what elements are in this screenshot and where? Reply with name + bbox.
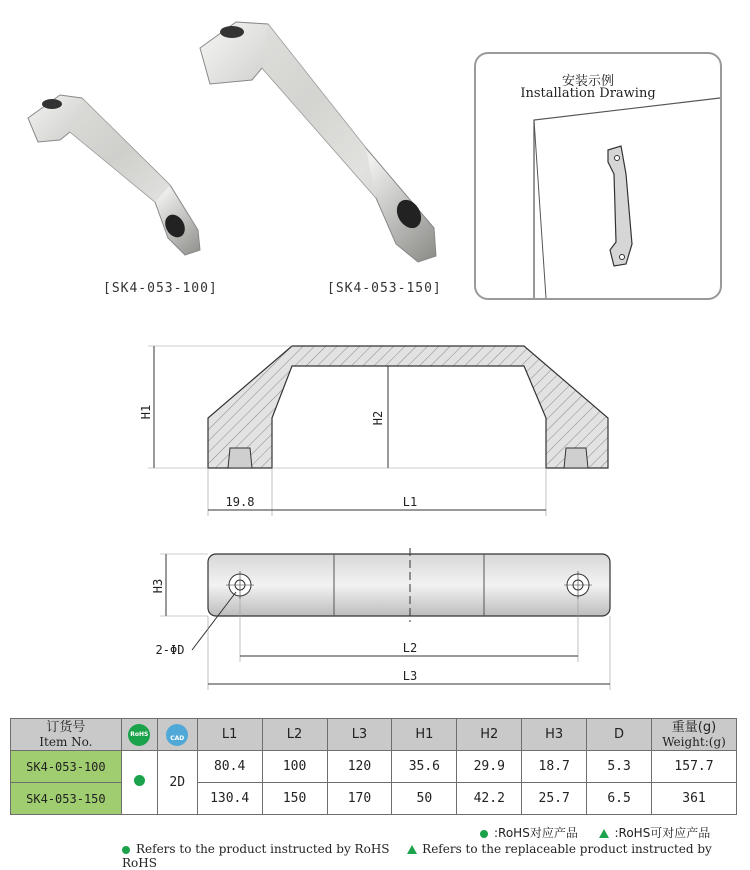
installation-illustration (476, 54, 720, 298)
rohs-dot-icon (122, 846, 130, 854)
installation-drawing-panel (474, 52, 722, 300)
cell-l1: 130.4 (197, 783, 262, 815)
cell-l2: 150 (262, 783, 327, 815)
rohs-triangle-icon (599, 829, 609, 838)
dim-h3-label: H3 (151, 578, 165, 594)
rohs-dot-icon (480, 830, 488, 838)
cell-weight: 361 (652, 783, 737, 815)
dim-h1-label: H1 (139, 404, 153, 420)
side-section-drawing (130, 338, 630, 518)
header-h2: H2 (457, 719, 522, 751)
rohs-dot-icon (134, 775, 145, 786)
table-row (11, 751, 737, 783)
row-item-no: SK4-053-150 (11, 783, 122, 815)
header-l1: L1 (197, 719, 262, 751)
installation-title-cn: 安装示例 (561, 74, 614, 89)
spec-table (10, 718, 737, 815)
header-d: D (587, 719, 652, 751)
cad-file-icon: CAD (166, 724, 188, 746)
cad-cell: 2D (157, 751, 197, 815)
dim-h2-label: H2 (371, 410, 385, 426)
cell-h2: 42.2 (457, 783, 522, 815)
installation-title-en: Installation Drawing (520, 86, 656, 101)
cell-h3: 25.7 (522, 783, 587, 815)
header-item-no: 订货号 Item No. (11, 719, 122, 751)
cell-l2: 100 (262, 751, 327, 783)
product-caption-100: [SK4-053-100] (103, 281, 218, 296)
cell-l3: 170 (327, 783, 392, 815)
header-cad (157, 719, 197, 751)
header-h1: H1 (392, 719, 457, 751)
table-row (11, 783, 737, 815)
cell-h1: 50 (392, 783, 457, 815)
cell-l3: 120 (327, 751, 392, 783)
top-view-drawing (130, 540, 630, 700)
header-l2: L2 (262, 719, 327, 751)
product-photo-100 (20, 90, 210, 270)
cell-l1: 80.4 (197, 751, 262, 783)
dim-l3-label: L3 (402, 669, 418, 683)
rohs-cell (121, 751, 157, 815)
cell-h3: 18.7 (522, 751, 587, 783)
header-l3: L3 (327, 719, 392, 751)
product-photo-150 (196, 18, 452, 268)
cell-d: 6.5 (587, 783, 652, 815)
cell-weight: 157.7 (652, 751, 737, 783)
header-h3: H3 (522, 719, 587, 751)
legend-en: Refers to the product instructed by RoHS Refers to the replaceable product instructed by RoHS (122, 842, 712, 870)
row-item-no: SK4-053-100 (11, 751, 122, 783)
dim-l2-label: L2 (402, 641, 418, 655)
rohs-triangle-icon (407, 845, 417, 854)
legend-cn: :RoHS对应产品 :RoHS可对应产品 (480, 824, 710, 841)
cell-h2: 29.9 (457, 751, 522, 783)
dim-diameter-label: 2-ΦD (155, 643, 185, 657)
dim-l1-label: L1 (402, 495, 418, 509)
rohs-leaf-icon: RoHS (128, 724, 150, 746)
cell-d: 5.3 (587, 751, 652, 783)
header-rohs (121, 719, 157, 751)
header-weight: 重量(g) Weight:(g) (652, 719, 737, 751)
cell-h1: 35.6 (392, 751, 457, 783)
product-caption-150: [SK4-053-150] (327, 281, 442, 296)
dim-offset-label: 19.8 (225, 495, 255, 509)
table-header-row (11, 719, 737, 751)
